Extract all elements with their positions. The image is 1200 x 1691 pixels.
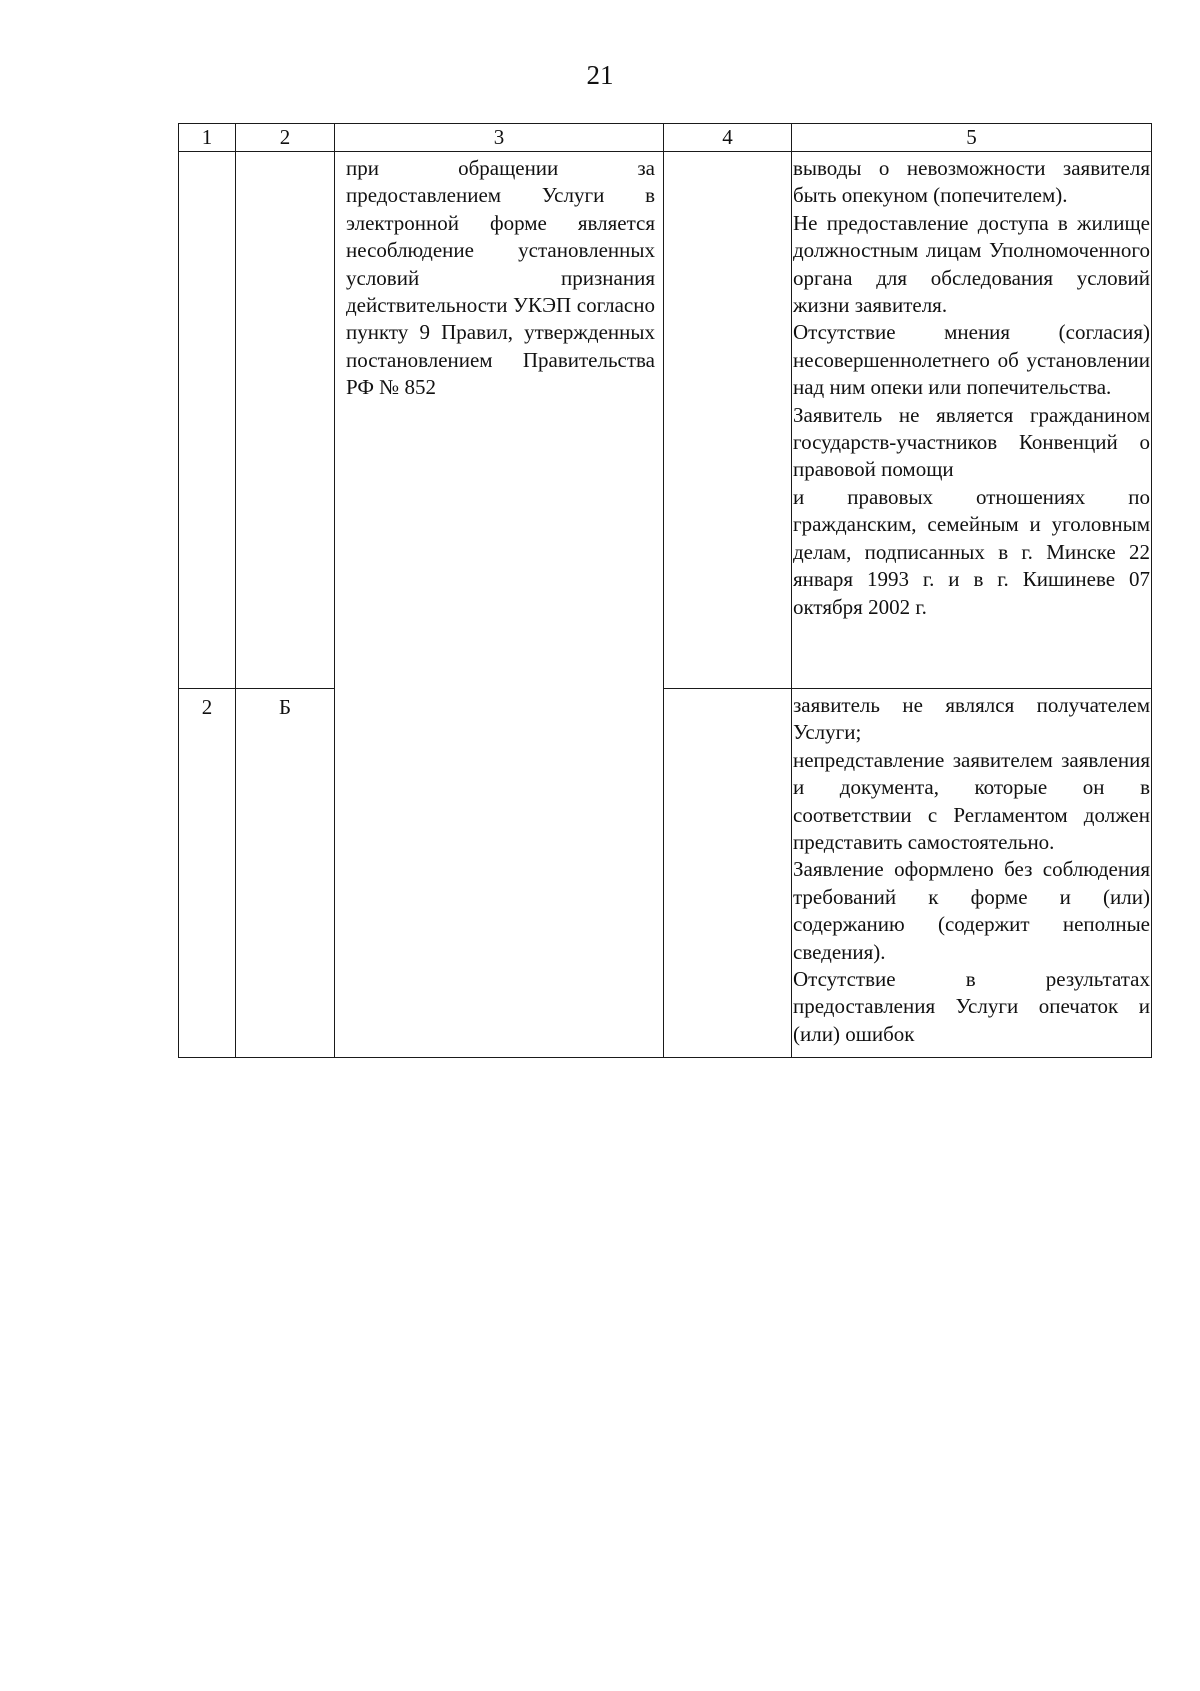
page-number: 21 <box>586 60 614 90</box>
row-1-paragraph: Не предоставление доступа в жилище должностным лицам Уполномоченного органа для обследования условий жизни заявителя. <box>793 210 1150 318</box>
row-2-col-1: 2 <box>179 689 236 1058</box>
row-2-col-4 <box>664 689 792 1058</box>
row-2-paragraph: Заявление оформлено без соблюдения требований к форме и (или) содержанию (содержит неполные сведения). <box>793 857 1150 964</box>
row-1-col-4 <box>664 152 792 689</box>
requirements-table <box>178 123 1152 1058</box>
table-row <box>179 152 1152 689</box>
row-1-paragraph: Отсутствие мнения (согласия) несовершеннолетнего об установлении над ним опеки или попечительства. <box>793 320 1150 400</box>
row-2-paragraph: заявитель не являлся получателем Услуги; <box>793 693 1150 745</box>
row-1-paragraph: Заявитель не является гражданином государств-участников Конвенций о правовой помощи <box>793 402 1150 482</box>
column-header-2: 2 <box>236 124 335 152</box>
row-1-col-1 <box>179 152 236 689</box>
column-header-1: 1 <box>179 124 236 152</box>
column-header-5: 5 <box>792 124 1152 152</box>
row-2-paragraph: непредставление заявителем заявления и документа, которые он в соответствии с Регламентом должен представить самостоятельно. <box>793 747 1150 855</box>
row-1-paragraph: и правовых отношениях по гражданским, семейным и уголовным делам, подписанных в г. Минске 22 января 1993 г. и в г. Кишиневе 07 октября 2002 г. <box>793 484 1150 619</box>
table-row <box>179 689 1152 1058</box>
table-header-row <box>179 124 1152 152</box>
row-1-col-2 <box>236 152 335 689</box>
row-2-col-2: Б <box>236 689 335 1058</box>
row-1-col-3 <box>335 152 664 1058</box>
column-header-3: 3 <box>335 124 664 152</box>
row-1-col-5 <box>792 152 1152 689</box>
column-header-4: 4 <box>664 124 792 152</box>
row-1-paragraph: выводы о невозможности заявителя быть опекуном (попечителем). <box>793 156 1150 208</box>
refusal-ground-text: при обращении за предоставлением Услуги в электронной форме является несоблюдение установленных условий признания действительности УКЭП согласно пункту 9 Правил, утвержденных постановлением Правительства РФ № 852 <box>346 156 655 400</box>
row-2-paragraph: Отсутствие в результатах предоставления Услуги опечаток и (или) ошибок <box>793 967 1150 1046</box>
row-2-col-5 <box>792 689 1152 1058</box>
